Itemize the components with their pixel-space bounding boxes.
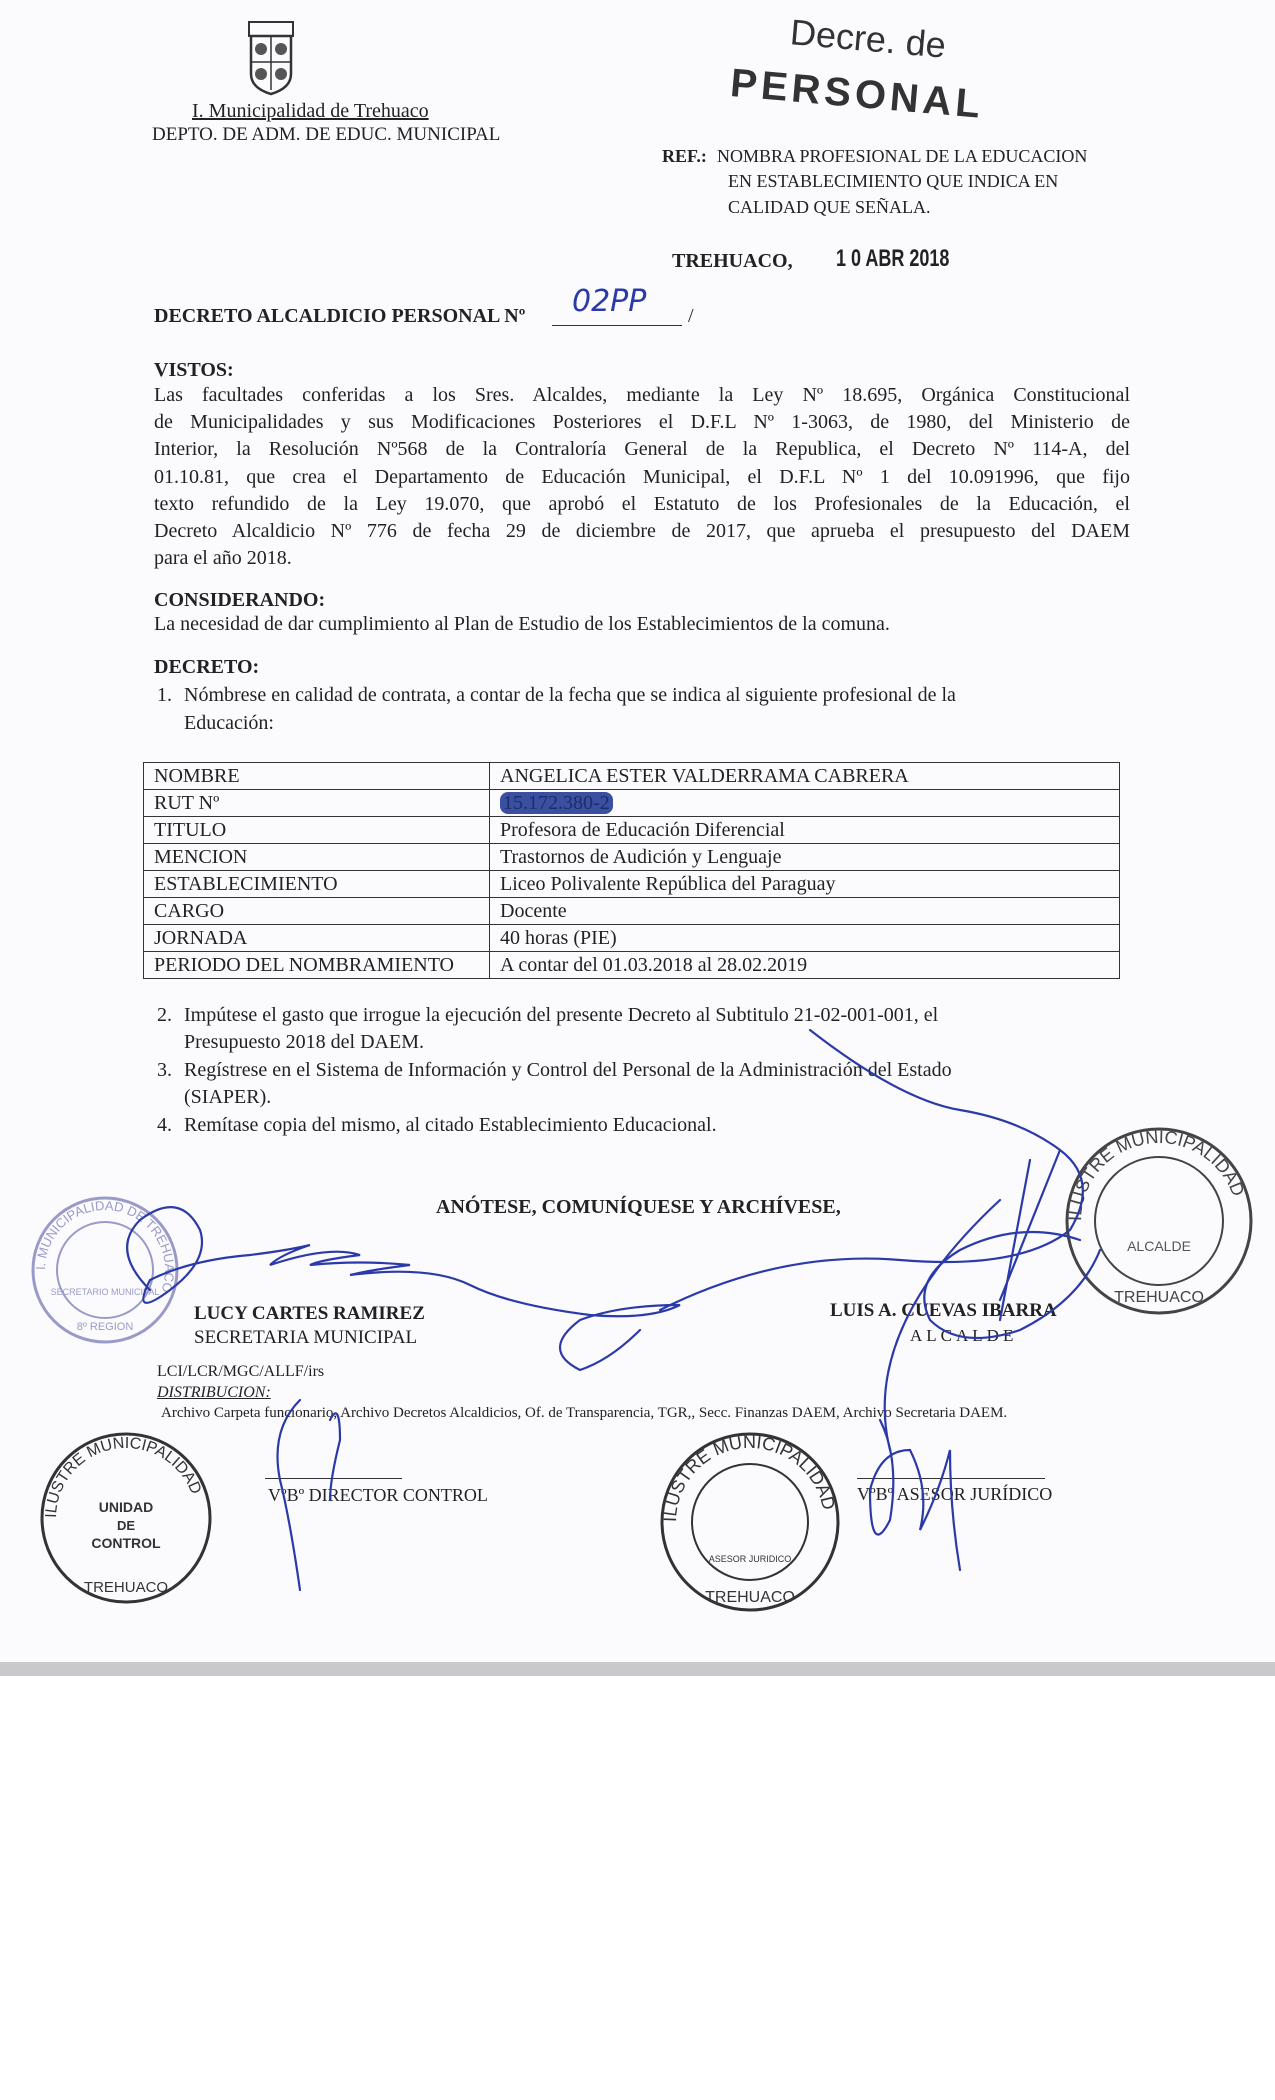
item-1-line: Nómbrese en calidad de contrata, a contar de la fecha que se indica al siguiente profesional de la (184, 684, 956, 706)
stamp-text: ALCALDE (1127, 1238, 1191, 1254)
stamp-text: ILUSTRE MUNICIPALIDAD (42, 1434, 205, 1519)
ref-line-2: EN ESTABLECIMIENTO QUE INDICA EN (728, 171, 1059, 191)
field-label: PERIODO DEL NOMBRAMIENTO (144, 952, 490, 979)
vistos-line: Interior, la Resolución Nº568 de la Contraloría General de la Republica, el Decreto Nº 114-A, del (154, 438, 1130, 460)
stamp-text: TREHUACO (1114, 1289, 1204, 1306)
decree-number-suffix: / (688, 305, 694, 327)
rut-value: 15.172.380-2 (500, 792, 613, 814)
vistos-line: para el año 2018. (154, 547, 292, 569)
field-label: CARGO (144, 898, 490, 925)
secretary-signature (127, 1207, 680, 1370)
stamp-text: UNIDAD (98, 1499, 154, 1515)
field-label: ESTABLECIMIENTO (144, 871, 490, 898)
field-label: MENCION (144, 844, 490, 871)
legal-approval-label: VºBº ASESOR JURÍDICO (857, 1484, 1053, 1504)
vistos-line: texto refundido de la Ley 19.070, que aprobó el Estatuto de los Profesionales de la Educación, el (154, 493, 1130, 515)
decree-number-label: DECRETO ALCALDICIO PERSONAL Nº (154, 305, 526, 327)
stamp-text: ILUSTRE MUNICIPALIDAD (659, 1431, 839, 1523)
field-value: ANGELICA ESTER VALDERRAMA CABRERA (490, 763, 1120, 790)
item-1-number: 1. (157, 684, 172, 706)
place: TREHUACO, (672, 250, 793, 272)
field-value: 40 horas (PIE) (490, 925, 1120, 952)
control-approval-label: VºBº DIRECTOR CONTROL (268, 1485, 488, 1505)
vistos-line: 01.10.81, que crea el Departamento de Educación Municipal, el D.F.L Nº 1 del 10.091996, que fijo (154, 466, 1130, 488)
stamp-decre-de: Decre. de (788, 11, 948, 66)
stamp-text: 8º REGION (76, 1321, 134, 1333)
stamp-text: ASESOR JURIDICO (708, 1554, 792, 1564)
field-value: Liceo Polivalente República del Paraguay (490, 871, 1120, 898)
vistos-heading: VISTOS: (154, 359, 234, 381)
stamp-text: ILUSTRE MUNICIPALIDAD (1064, 1126, 1249, 1222)
municipality-name: I. Municipalidad de Trehuaco (192, 100, 429, 122)
closing-formula: ANÓTESE, COMUNÍQUESE Y ARCHÍVESE, (436, 1196, 841, 1218)
item-3-line: Regístrese en el Sistema de Información y Control del Personal de la Administración del Estado (184, 1059, 952, 1081)
legal-signature (870, 1200, 1000, 1570)
item-4-number: 4. (157, 1114, 172, 1136)
initials: LCI/LCR/MGC/ALLF/irs (157, 1363, 325, 1380)
secretary-title: SECRETARIA MUNICIPAL (194, 1327, 418, 1348)
vistos-line: Decreto Alcaldicio Nº 776 de fecha 29 de diciembre de 2017, que aprueba el presupuesto del DAEM (154, 520, 1130, 542)
item-1-line: Educación: (184, 712, 274, 734)
mayor-name: LUIS A. CUEVAS IBARRA (830, 1300, 1057, 1321)
field-label: NOMBRE (144, 763, 490, 790)
stamp-text: SECRETARIO MUNICIPAL (50, 1287, 160, 1297)
vistos-line: de Municipalidades y sus Modificaciones Posteriores el D.F.L Nº 1-3063, de 1980, del Ministerio de (154, 411, 1130, 433)
considerando-text: La necesidad de dar cumplimiento al Plan de Estudio de los Establecimientos de la comuna. (154, 613, 890, 635)
field-label: JORNADA (144, 925, 490, 952)
mayor-signature (660, 1030, 1100, 1338)
stamp-text: I. MUNICIPALIDAD DE TREHUACO (32, 1197, 178, 1295)
field-value: Trastornos de Audición y Lenguaje (490, 844, 1120, 871)
decreto-heading: DECRETO: (154, 656, 260, 678)
decree-number-value: 02PP (572, 284, 647, 319)
department-name: DEPTO. DE ADM. DE EDUC. MUNICIPAL (152, 124, 501, 145)
item-2-line: Presupuesto 2018 del DAEM. (184, 1031, 424, 1053)
field-value: Docente (490, 898, 1120, 925)
distribution-label: DISTRIBUCION: (157, 1384, 271, 1401)
field-label: RUT Nº (144, 790, 490, 817)
field-label: TITULO (144, 817, 490, 844)
stamp-personal: PERSONAL (728, 61, 986, 127)
stamp-text: CONTROL (91, 1535, 161, 1551)
item-4-line: Remítase copia del mismo, al citado Establecimiento Educacional. (184, 1114, 717, 1136)
date-stamp: 1 0 ABR 2018 (836, 245, 950, 272)
field-value: A contar del 01.03.2018 al 28.02.2019 (490, 952, 1120, 979)
mayor-title: ALCALDE (910, 1326, 1018, 1345)
ref-line-1: NOMBRA PROFESIONAL DE LA EDUCACION (717, 146, 1088, 166)
vistos-line: Las facultades conferidas a los Sres. Alcaldes, mediante la Ley Nº 18.695, Orgánica Constitucional (154, 384, 1130, 406)
item-2-number: 2. (157, 1004, 172, 1026)
control-signature (278, 1400, 341, 1590)
ref-line-3: CALIDAD QUE SEÑALA. (728, 197, 931, 217)
considerando-heading: CONSIDERANDO: (154, 589, 326, 611)
stamp-text: DE (116, 1518, 136, 1533)
field-value: Profesora de Educación Diferencial (490, 817, 1120, 844)
item-3-number: 3. (157, 1059, 172, 1081)
secretary-name: LUCY CARTES RAMIREZ (194, 1303, 425, 1324)
ref-label: REF.: (662, 146, 707, 166)
distribution-list: Archivo Carpeta funcionario, Archivo Decretos Alcaldicios, Of. de Transparencia, TGR,, Secc. Finanzas DAEM, Archivo Secretaria DAEM. (161, 1405, 1008, 1421)
stamp-text: TREHUACO (705, 1589, 795, 1606)
item-2-line: Impútese el gasto que irrogue la ejecución del presente Decreto al Subtitulo 21-02-001-001, el (184, 1004, 939, 1026)
stamp-text: TREHUACO (83, 1579, 169, 1596)
item-3-line: (SIAPER). (184, 1086, 272, 1108)
